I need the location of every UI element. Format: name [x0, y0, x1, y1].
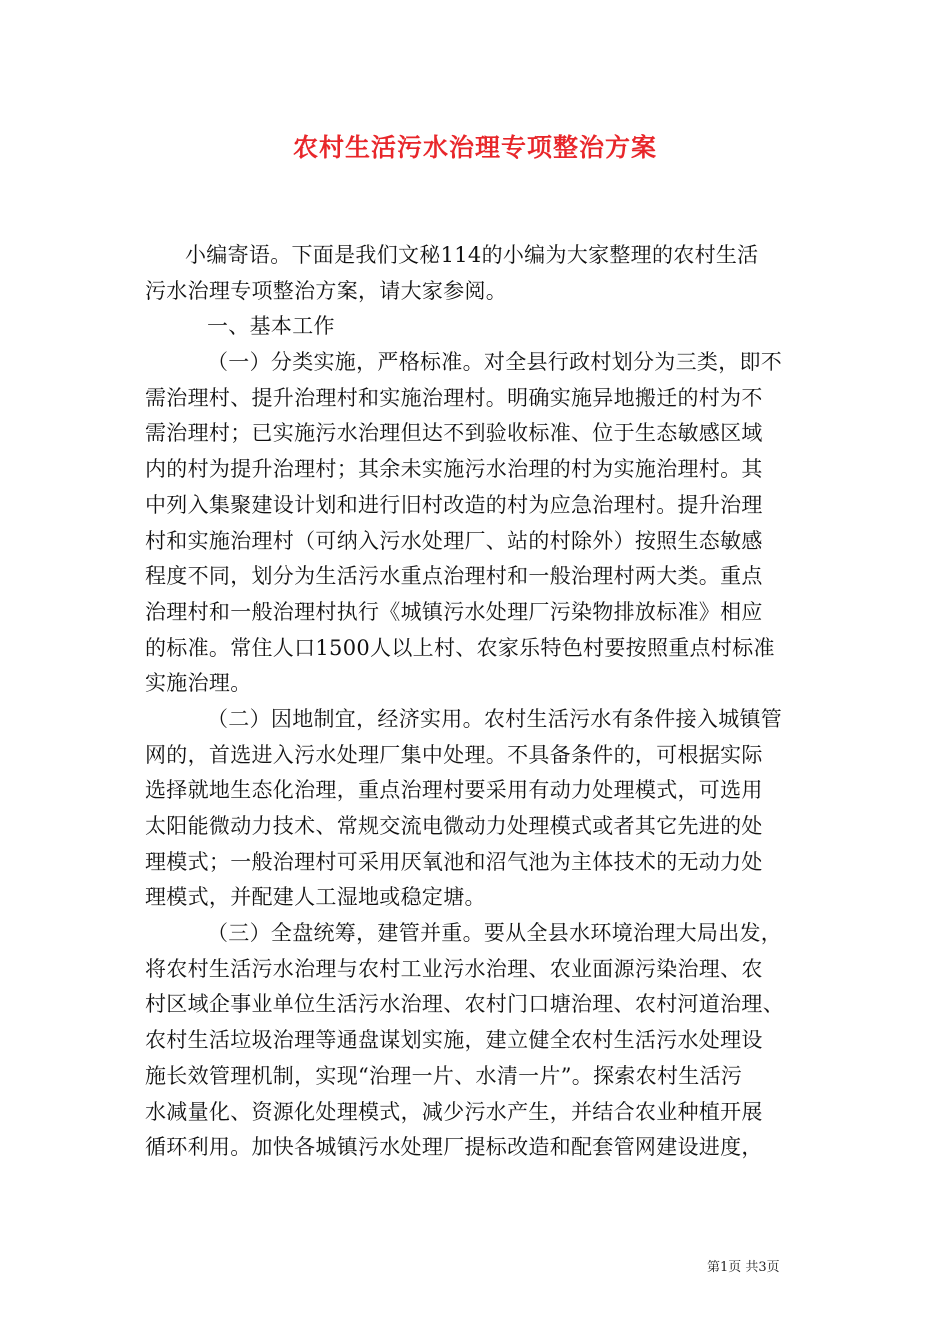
text-line: 村和实施治理村（可纳入污水处理厂、站的村除外）按照生态敏感 — [145, 528, 763, 553]
text-line: 选择就地生态化治理，重点治理村要采用有动力处理模式，可选用 — [145, 778, 763, 803]
text-line: 中列入集聚建设计划和进行旧村改造的村为应急治理村。提升治理 — [145, 492, 763, 517]
text-line: 农村生活垃圾治理等通盘谋划实施，建立健全农村生活污水处理设 — [145, 1028, 763, 1053]
text-line: 水减量化、资源化处理模式，减少污水产生，并结合农业种植开展 — [145, 1099, 763, 1124]
text-line: 理模式；一般治理村可采用厌氧池和沼气池为主体技术的无动力处 — [145, 849, 763, 874]
text-line: （二）因地制宜，经济实用。农村生活污水有条件接入城镇管 — [207, 706, 783, 731]
text-line: 理模式，并配建人工湿地或稳定塘。 — [145, 885, 486, 910]
text-line: 实施治理。 — [145, 671, 252, 696]
document-body — [145, 238, 810, 1166]
text-line: 需治理村、提升治理村和实施治理村。明确实施异地搬迁的村为不 — [145, 385, 763, 410]
text-line: （三）全盘统筹，建管并重。要从全县水环境治理大局出发， — [207, 921, 783, 946]
page-number: 第1页 共3页 — [707, 1260, 780, 1275]
text-line: 循环利用。加快各城镇污水处理厂提标改造和配套管网建设进度， — [145, 1135, 763, 1160]
text-line: 太阳能微动力技术、常规交流电微动力处理模式或者其它先进的处 — [145, 814, 763, 838]
text-line: 污水治理专项整治方案，请大家参阅。 — [145, 278, 508, 303]
text-line: 的标准。常住人口1500人以上村、农家乐特色村要按照重点村标准 — [145, 635, 775, 660]
document-title: 农村生活污水治理专项整治方案 — [292, 133, 657, 162]
text-line: 治理村和一般治理村执行《城镇污水处理厂污染物排放标准》相应 — [145, 599, 763, 624]
text-line: 村区域企事业单位生活污水治理、农村门口塘治理、农村河道治理、 — [145, 992, 784, 1017]
text-line: 程度不同，划分为生活污水重点治理村和一般治理村两大类。重点 — [145, 564, 763, 589]
text-line: 需治理村；已实施污水治理但达不到验收标准、位于生态敏感区域 — [145, 421, 763, 446]
text-line: 小编寄语。下面是我们文秘114的小编为大家整理的农村生活 — [185, 243, 759, 267]
text-line: 施长效管理机制，实现“治理一片、水清一片”。探索农村生活污 — [145, 1063, 743, 1088]
section-heading: 一、基本工作 — [207, 314, 335, 339]
text-line: （一）分类实施，严格标准。对全县行政村划分为三类，即不 — [207, 350, 783, 375]
text-line: 网的，首选进入污水处理厂集中处理。不具备条件的，可根据实际 — [145, 742, 763, 767]
text-line: 将农村生活污水治理与农村工业污水治理、农业面源污染治理、农 — [145, 956, 763, 981]
text-line: 内的村为提升治理村；其余未实施污水治理的村为实施治理村。其 — [145, 457, 763, 482]
